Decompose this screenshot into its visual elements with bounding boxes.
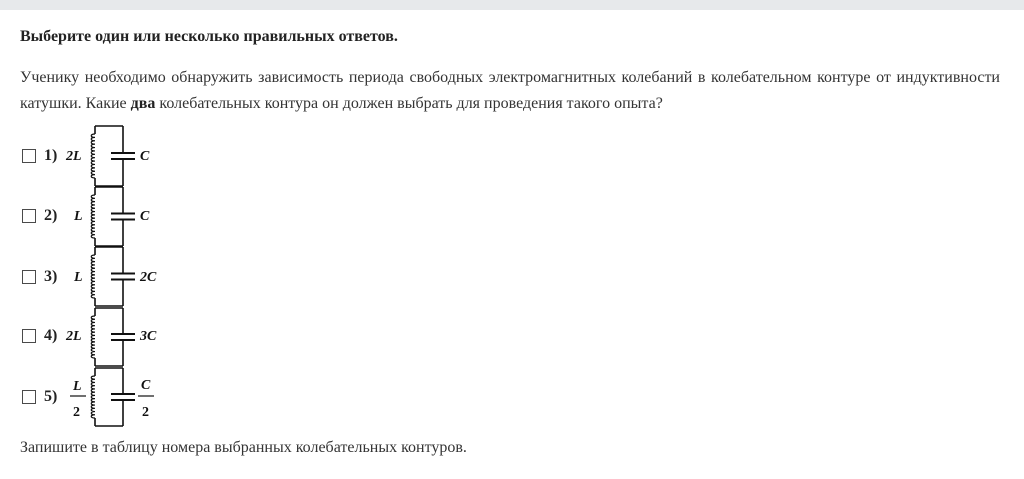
circuit-1-inductance-label: 2L [66,149,82,164]
option-2-number: 2) [44,207,58,224]
circuit-2-capacitance-label: C [140,209,150,224]
option-3-number: 3) [44,268,58,285]
question-part1: Ученику необходимо обнаружить зависимость периода свободных электромагнитных колебаний в колебательном контуре от индуктивности катушки. Какие [20,69,1000,112]
circuit-2-inductor-coil [91,195,95,238]
circuit-4-inductor-coil [91,316,95,358]
circuit-5-inductor-coil [91,376,95,418]
circuit-3-inductor-coil [91,255,95,298]
circuit-3-capacitance-label: 2C [140,270,157,285]
circuit-5-inductance-numerator: L [73,379,82,394]
circuit-5-capacitance-numerator: C [141,378,151,393]
circuit-4-inductance-label: 2L [66,329,82,344]
question-part2: колебательных контура он должен выбрать для проведения такого опыта? [155,95,663,112]
circuit-5-capacitance-denominator: 2 [142,405,149,420]
circuit-3-inductance-label: L [74,270,83,285]
option-4-number: 4) [44,327,58,344]
instruction-text: Выберите один или несколько правильных ответов. [20,28,398,45]
circuit-1-capacitance-label: C [140,149,150,164]
circuit-4-capacitance-label: 3C [140,329,157,344]
question-emphasis: два [130,95,156,112]
option-5-number: 5) [44,388,58,405]
circuit-2-inductance-label: L [74,209,83,224]
circuit-1-inductor-coil [91,134,95,178]
option-1-number: 1) [44,147,58,164]
circuit-5-inductance-denominator: 2 [73,405,80,420]
footer-instruction: Запишите в таблицу номера выбранных колебательных контуров. [20,439,467,456]
